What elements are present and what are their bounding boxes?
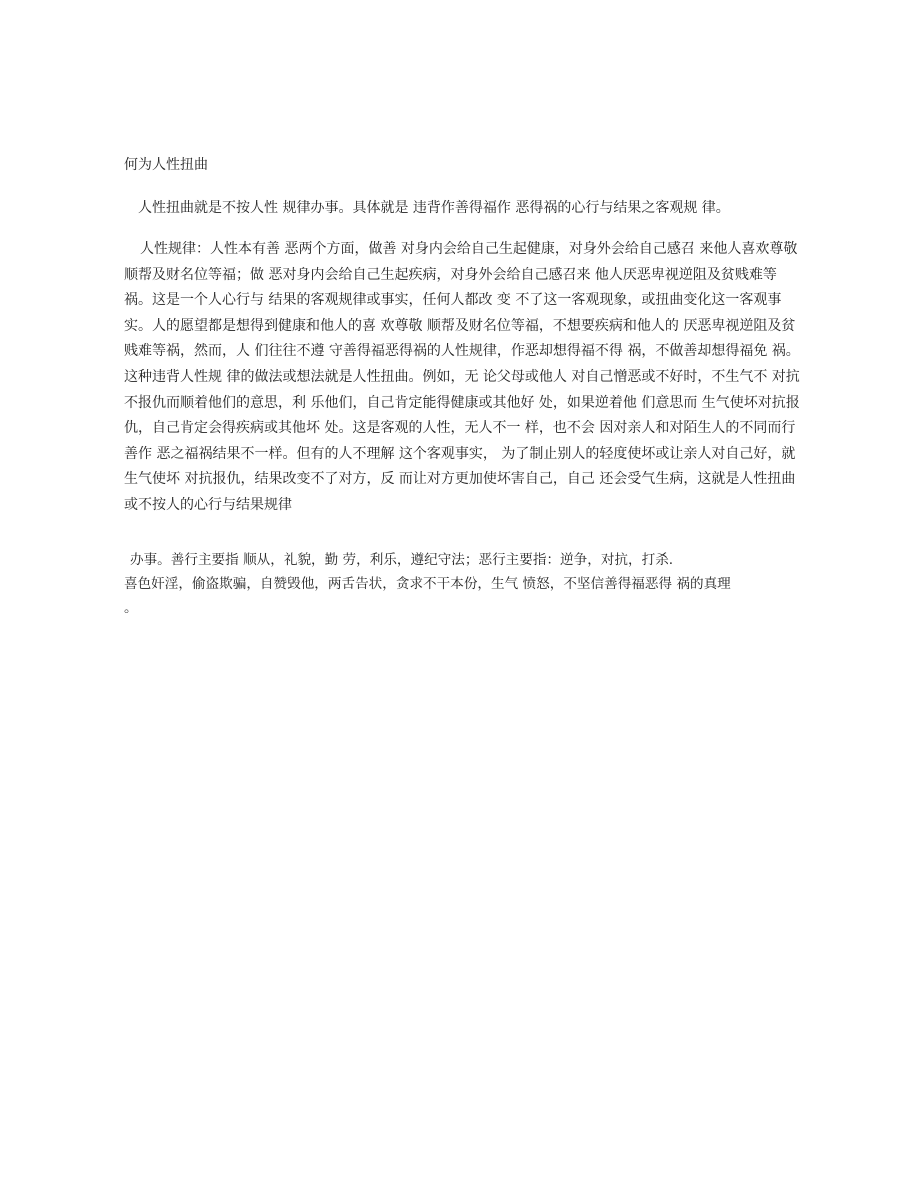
paragraph-definition: 人性扭曲就是不按人性 规律办事。具体就是 违背作善得福作 恶得祸的心行与结果之客观规 律。: [138, 200, 730, 216]
paragraph-good-and-evil-deeds: [124, 548, 804, 620]
paragraph-human-nature-law: 人性规律：人性本有善 恶两个方面，做善 对身内会给自己生起健康，对身外会给自己感召 来他人喜欢尊敬顺帮及财名位等福；做 恶对身内会给自己生起疾病，对身外会给自己感召来 他人厌恶卑视逆阻及贫贱难等祸。这是一个人心行与 结果的客观规律或事实，任何人都改 变 不了这一客观现象，或扭曲变化这一客观事实。人的愿望都是想得到健康和他人的喜 欢尊敬 顺帮及财名位等福，不想要疾病和他人的 厌恶卑视逆阻及贫贱难等祸，然而，人 们往往不遵 守善得福恶得祸的人性规律，作恶却想得福不得 祸，不做善却想得福免 祸。这种违背人性规 律的做法或想法就是人性扭曲。例如，无 论父母或他人 对自己憎恶或不好时，不生气不 对抗 不报仇而顺着他们的意思，利 乐他们，自己肯定能得健康或其他好 处，如果逆着他 们意思而 生气使坏对抗报仇，自己肯定会得疾病或其他坏 处。这是客观的人性，无人不一 样，也不会 因对亲人和对陌生人的不同而行善作 恶之福祸结果不一样。但有的人不理解 这个客观事实， 为了制止别人的轻度使坏或让亲人对自己好，就生气使坏 对抗报仇，结果改变不了对方，反 而让对方更加使坏害自己，自己 还会受气生病，这就是人性扭曲或不按人的心行与结果规律: [124, 241, 800, 513]
paragraph-line: 。: [124, 600, 138, 616]
paragraph-line: 办事。善行主要指 顺从，礼貌，勤 劳，利乐，遵纪守法；恶行主要指：逆争，对抗，打杀.: [130, 552, 674, 568]
document-title: 何为人性扭曲: [124, 157, 208, 173]
paragraph-line: 喜色奸淫，偷盗欺骗，自赞毁他，两舌告状，贪求不干本份，生气 愤怒，不坚信善得福恶得 祸的真理: [124, 576, 731, 592]
